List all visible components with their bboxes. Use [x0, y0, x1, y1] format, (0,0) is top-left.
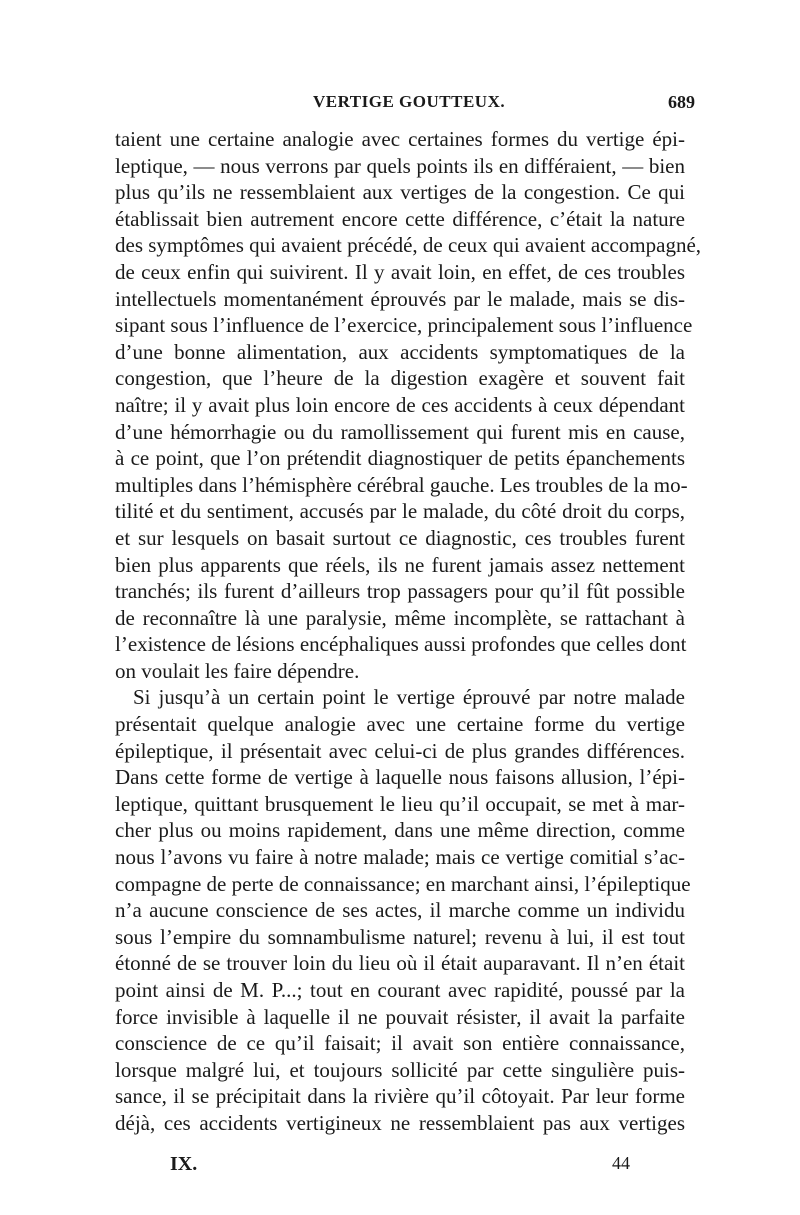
- text-line: étonné de se trouver loin du lieu où il était auparavant. Il n’en était: [115, 951, 685, 976]
- paragraph-start-line: Si jusqu’à un certain point le vertige éprouvé par notre malade: [133, 685, 685, 710]
- text-line: d’une hémorrhagie ou du ramollissement qui furent mis en cause,: [115, 419, 685, 444]
- text-line: déjà, ces accidents vertigineux ne ressemblaient pas aux vertiges: [115, 1110, 685, 1135]
- text-line: taient une certaine analogie avec certaines formes du vertige épi-: [115, 127, 685, 151]
- text-line: des symptômes qui avaient précédé, de ceux qui avaient accompagné,: [115, 233, 702, 258]
- text-line: tranchés; ils furent d’ailleurs trop passagers pour qu’il fût possible: [115, 579, 685, 604]
- text-line: établissait bien autrement encore cette différence, c’était la nature: [115, 206, 685, 231]
- text-line: d’une bonne alimentation, aux accidents symptomatiques de la: [115, 339, 685, 364]
- text-line: leptique, — nous verrons par quels points ils en différaient, — bien: [115, 153, 685, 178]
- text-line: compagne de perte de connaissance; en marchant ainsi, l’épileptique: [115, 871, 691, 896]
- text-line: cher plus ou moins rapidement, dans une même direction, comme: [115, 818, 685, 843]
- text-line: naître; il y avait plus loin encore de ces accidents à ceux dépendant: [115, 392, 685, 417]
- page-header: [115, 92, 695, 122]
- text-line: lorsque malgré lui, et toujours sollicité par cette singulière puis-: [115, 1057, 685, 1082]
- page-footer: [170, 1153, 630, 1183]
- text-line: sipant sous l’influence de l’exercice, principalement sous l’influence: [115, 313, 693, 338]
- text-line: multiples dans l’hémisphère cérébral gauche. Les troubles de la mo-: [115, 472, 688, 497]
- signature-mark: IX.: [170, 1153, 198, 1175]
- text-line: on voulait les faire dépendre.: [115, 658, 360, 683]
- text-line: et sur lesquels on basait surtout ce diagnostic, ces troubles furent: [115, 525, 685, 550]
- text-line: à ce point, que l’on prétendit diagnostiquer de petits épanchements: [115, 446, 685, 471]
- text-line: sous l’empire du somnambulisme naturel; revenu à lui, il est tout: [115, 924, 685, 949]
- text-line: nous l’avons vu faire à notre malade; mais ce vertige comitial s’ac-: [115, 845, 685, 870]
- page-number: 689: [668, 92, 695, 112]
- text-line: bien plus apparents que réels, ils ne furent jamais assez nettement: [115, 552, 685, 577]
- text-line: épileptique, il présentait avec celui-ci de plus grandes différences.: [115, 738, 685, 763]
- running-title: VERTIGE GOUTTEUX.: [313, 92, 506, 111]
- body-text: [115, 126, 702, 1137]
- text-line: sance, il se précipitait dans la rivière qu’il côtoyait. Par leur forme: [115, 1084, 685, 1109]
- text-line: intellectuels momentanément éprouvés par le malade, mais se dis-: [115, 286, 685, 311]
- text-line: plus qu’ils ne ressemblaient aux vertiges de la congestion. Ce qui: [115, 180, 685, 205]
- text-line: force invisible à laquelle il ne pouvait résister, il avait la parfaite: [115, 1004, 685, 1029]
- sheet-number: 44: [612, 1153, 630, 1173]
- text-line: congestion, que l’heure de la digestion exagère et souvent fait: [115, 366, 685, 391]
- text-line: de reconnaître là une paralysie, même incomplète, se rattachant à: [115, 605, 685, 630]
- text-line: présentait quelque analogie avec une certaine forme du vertige: [115, 712, 685, 737]
- text-line: tilité et du sentiment, accusés par le malade, du côté droit du corps,: [115, 499, 685, 524]
- text-line: conscience de ce qu’il faisait; il avait son entière connaissance,: [115, 1031, 685, 1056]
- text-line: Dans cette forme de vertige à laquelle nous faisons allusion, l’épi-: [115, 765, 685, 790]
- text-line: leptique, quittant brusquement le lieu qu’il occupait, se met à mar-: [115, 791, 685, 816]
- text-line: l’existence de lésions encéphaliques aussi profondes que celles dont: [115, 632, 687, 657]
- text-line: point ainsi de M. P...; tout en courant avec rapidité, poussé par la: [115, 978, 685, 1002]
- text-line: de ceux enfin qui suivirent. Il y avait loin, en effet, de ces troubles: [115, 259, 685, 284]
- text-line: n’a aucune conscience de ses actes, il marche comme un individu: [115, 898, 685, 923]
